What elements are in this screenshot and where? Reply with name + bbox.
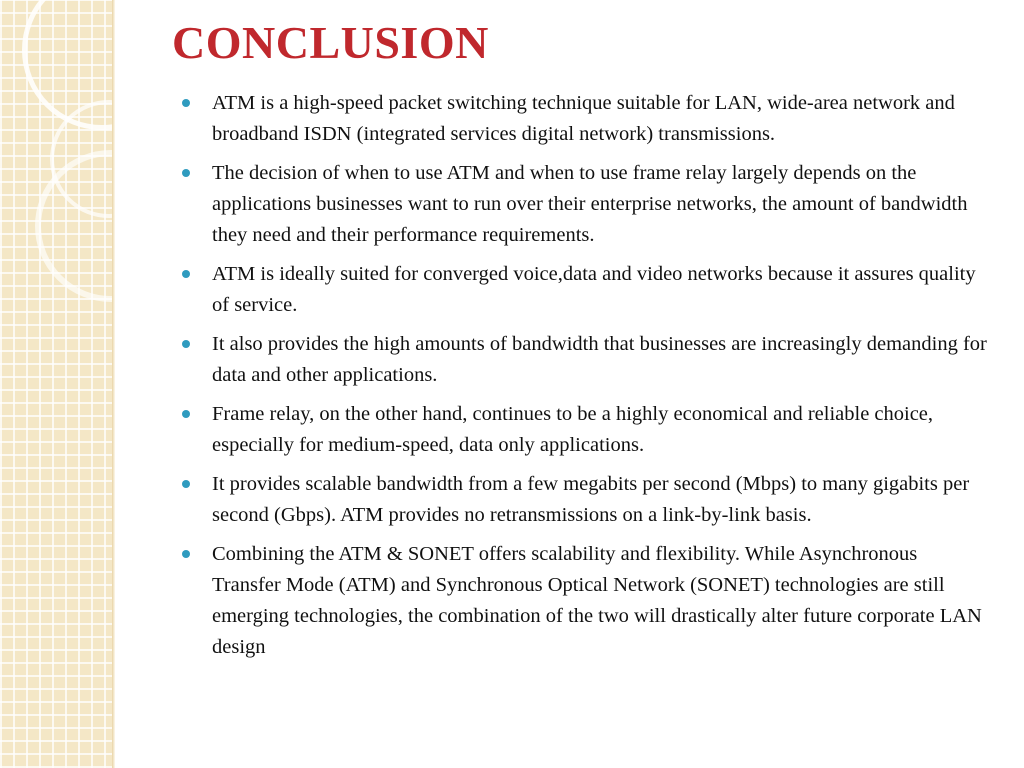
- bullet-item: [182, 399, 990, 461]
- bullet-text: The decision of when to use ATM and when to use frame relay largely depends on the applications businesses want to run over their enterprise networks, the amount of bandwidth they need and their performance requirements.: [212, 162, 968, 246]
- bullet-text: It provides scalable bandwidth from a few megabits per second (Mbps) to many gigabits per second (Gbps). ATM provides no retransmissions on a link-by-link basis.: [212, 473, 970, 526]
- bullet-dot-icon: [182, 340, 190, 348]
- bullet-item: [182, 329, 990, 391]
- bullet-item: [182, 88, 990, 150]
- bullet-text: It also provides the high amounts of bandwidth that businesses are increasingly demanding for data and other applications.: [212, 333, 987, 386]
- bullet-text: Combining the ATM & SONET offers scalability and flexibility. While Asynchronous Transfer Mode (ATM) and Synchronous Optical Network (SONET) technologies are still emerging technologies, the combination of the two will drastically alter future corporate LAN design: [212, 543, 982, 658]
- bullet-text: Frame relay, on the other hand, continues to be a highly economical and reliable choice, especially for medium-speed, data only applications.: [212, 403, 934, 456]
- bullet-text: ATM is a high-speed packet switching technique suitable for LAN, wide-area network and broadband ISDN (integrated services digital network) transmissions.: [212, 92, 955, 145]
- slide-title: CONCLUSION: [172, 17, 489, 68]
- bullet-list: [182, 88, 990, 671]
- bullet-item: [182, 469, 990, 531]
- bullet-item: [182, 158, 990, 251]
- bullet-dot-icon: [182, 410, 190, 418]
- decorative-swirl-lower: [35, 150, 112, 302]
- bullet-dot-icon: [182, 550, 190, 558]
- bullet-dot-icon: [182, 99, 190, 107]
- bullet-item: [182, 259, 990, 321]
- side-strip-edge: [112, 0, 115, 768]
- bullet-dot-icon: [182, 270, 190, 278]
- bullet-text: ATM is ideally suited for converged voice,data and video networks because it assures quality of service.: [212, 263, 976, 316]
- bullet-item: [182, 539, 990, 663]
- bullet-dot-icon: [182, 169, 190, 177]
- bullet-dot-icon: [182, 480, 190, 488]
- decorative-side-strip: [0, 0, 112, 768]
